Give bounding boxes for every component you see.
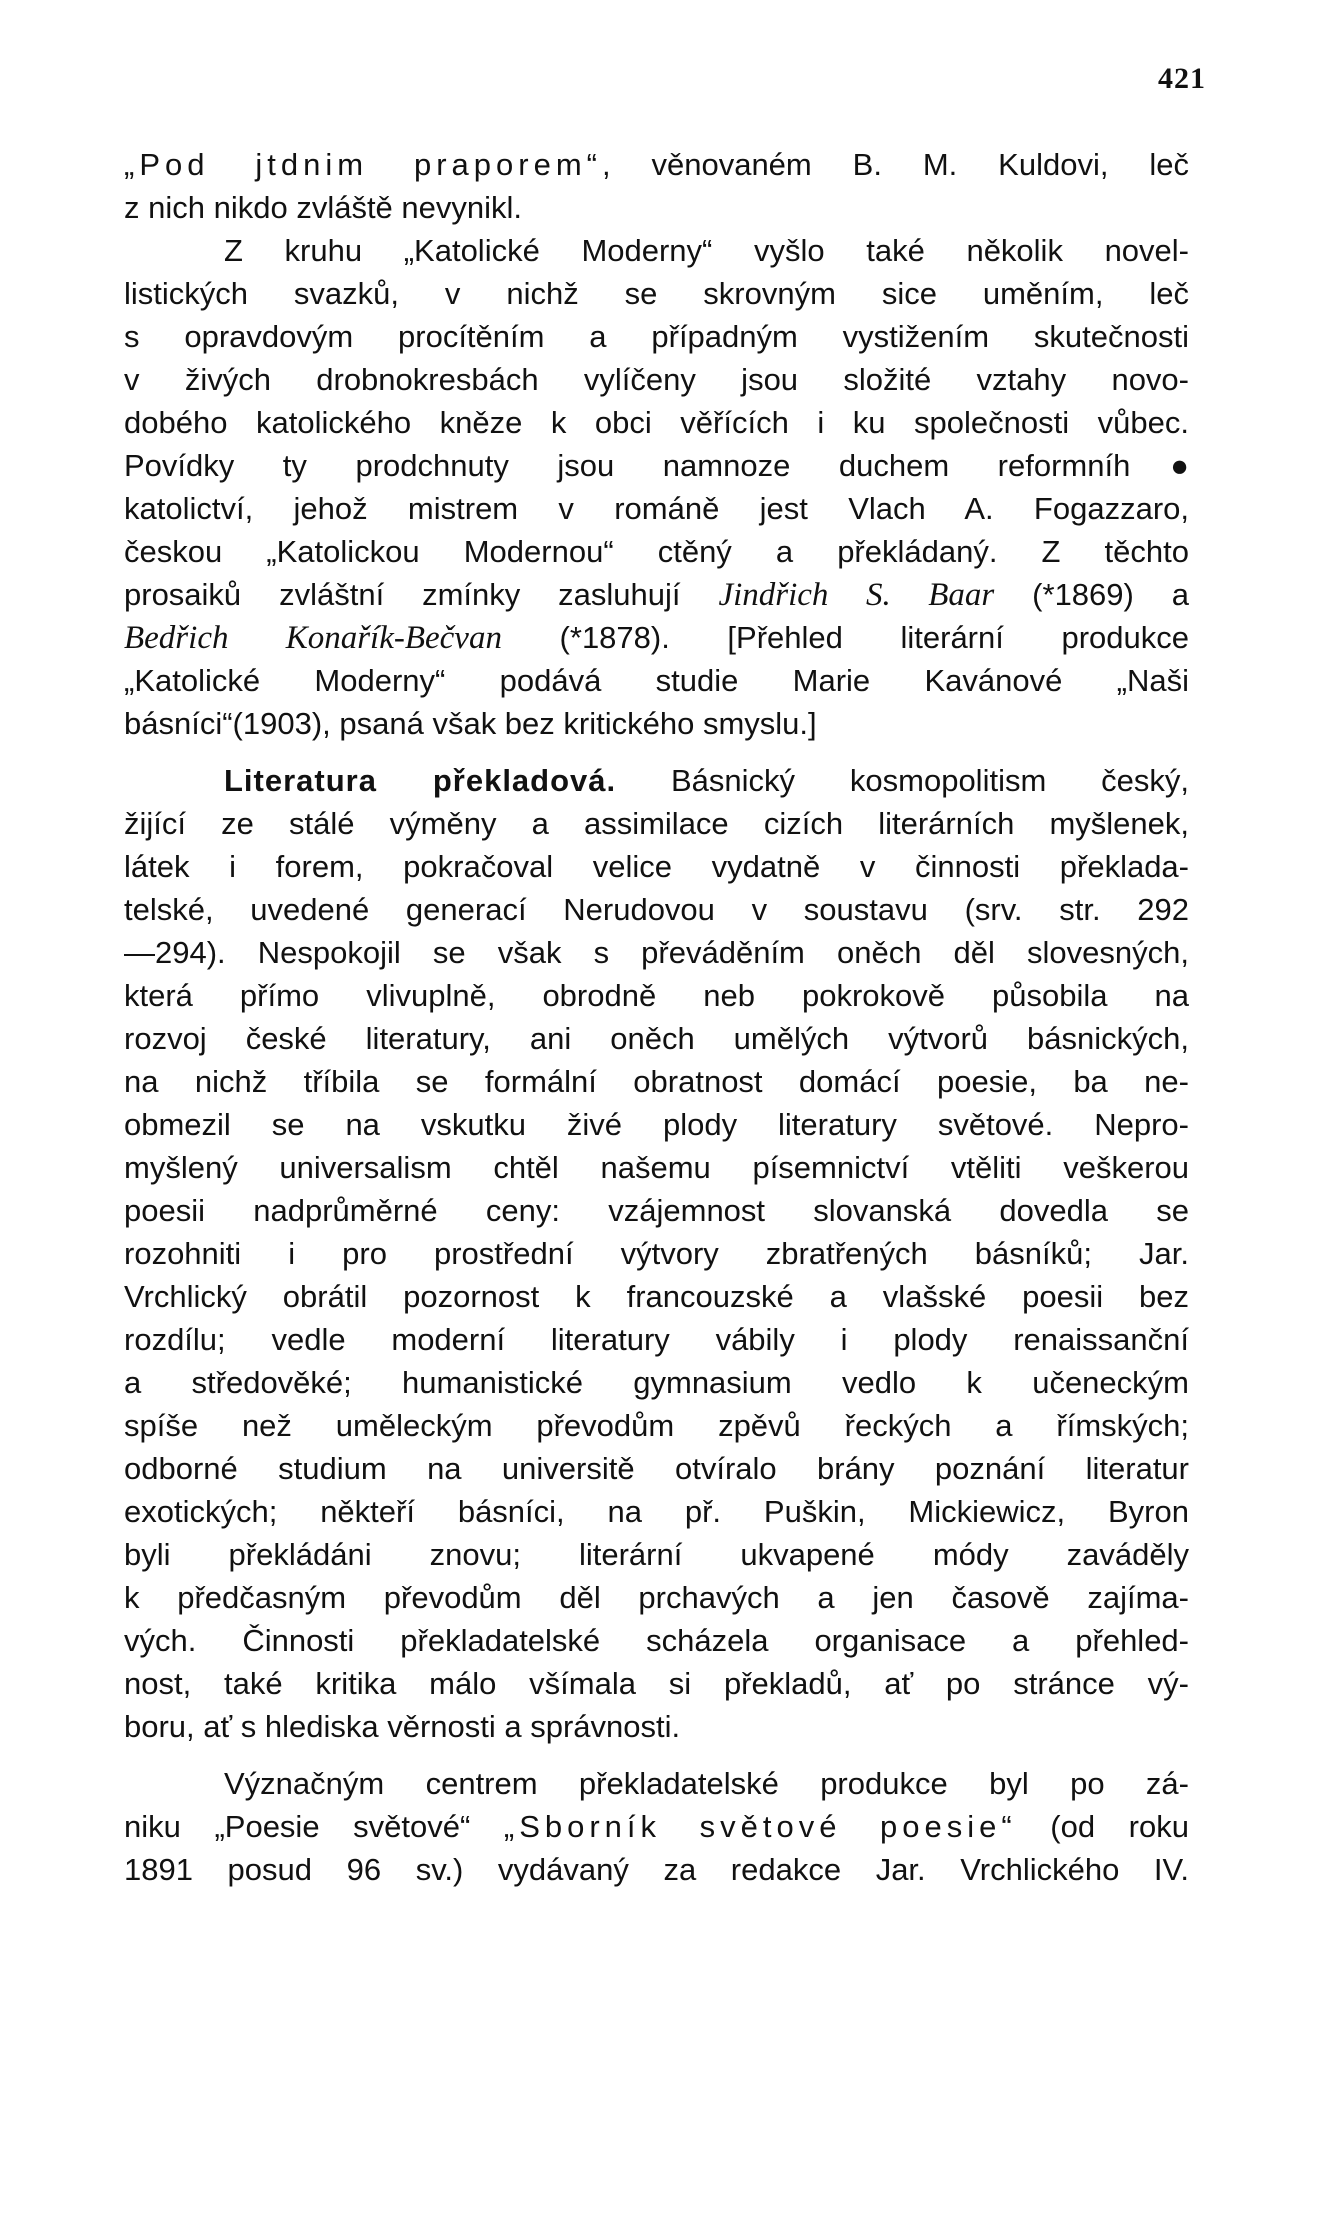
text-line: na nichž tříbila se formální obratnost domácí poesie, ba ne- [124,1064,1189,1099]
text-line: „Katolické Moderny“ podává studie Marie Kavánové „Naši [124,663,1189,698]
title-reference: „Pod jtdnim praporem“ [124,147,602,182]
text-line: obmezil se na vskutku živé plody literatury světové. Nepro- [124,1107,1189,1142]
title-reference: „Sborník světové poesie“ [503,1809,1017,1844]
text-line: v živých drobnokresbách vylíčeny jsou složité vztahy novo- [124,362,1189,397]
author-name: Bedřich Konařík-Bečvan [124,620,502,656]
text-line: spíše než uměleckým převodům zpěvů řeckých a římských; [124,1408,1189,1443]
text-line: exotických; někteří básníci, na př. Puškin, Mickiewicz, Byron [124,1494,1189,1529]
text-line: rozvoj české literatury, ani oněch umělých výtvorů básnických, [124,1021,1189,1056]
text-line: k předčasným převodům děl prchavých a jen časově zajíma- [124,1580,1189,1615]
text-line [124,573,1189,616]
text-line: z nich nikdo zvláště nevynikl. [124,190,523,225]
text-line: telské, uvedené generací Nerudovou v soustavu (srv. str. 292 [124,892,1189,927]
text-line: s opravdovým procítěním a případným vystižením skutečnosti [124,319,1189,354]
text-line [124,1805,1189,1848]
text-line: Z kruhu „Katolické Moderny“ vyšlo také několik novel- [224,233,1189,268]
text-line: Povídky ty prodchnuty jsou namnoze duchem reformníh● [124,448,1189,483]
text-line [124,143,1189,186]
text-fragment: niku „Poesie světové“ [124,1809,504,1844]
text-line: básníci“(1903), psaná však bez kritického smyslu.] [124,706,817,741]
section-heading: Literatura překladová. [224,763,617,798]
text-line: Význačným centrem překladatelské produkce byl po zá- [224,1766,1189,1801]
text-line: myšlený universalism chtěl našemu písemnictví vtěliti veškerou [124,1150,1189,1185]
text-line: 1891 posud 96 sv.) vydávaný za redakce Jar. Vrchlického IV. [124,1852,1189,1887]
author-name: Jindřich S. Baar [718,577,995,613]
text-fragment: , věnovaném B. M. Kuldovi, leč [601,147,1189,182]
text-fragment: (*1878). [Přehled literární produkce [501,620,1189,655]
text-line [124,759,1189,802]
text-fragment: (od roku [1016,1809,1189,1844]
page-number: 421 [1158,62,1206,95]
text-line: dobého katolického kněze k obci věřících i ku společnosti vůbec. [124,405,1189,440]
text-fragment: prosaiků zvláštní zmínky zasluhují [124,577,719,612]
text-line: rozdílu; vedle moderní literatury vábily i plody renaissanční [124,1322,1189,1357]
text-line: látek i forem, pokračoval velice vydatně v činnosti překlada- [124,849,1189,884]
text-fragment: Básnický kosmopolitism český, [616,763,1189,798]
text-line: která přímo vlivuplně, obrodně neb pokrokově působila na [124,978,1189,1013]
text-line: českou „Katolickou Modernou“ ctěný a překládaný. Z těchto [124,534,1189,569]
text-line: rozohniti i pro prostřední výtvory zbratřených básníků; Jar. [124,1236,1189,1271]
text-line: listických svazků, v nichž se skrovným sice uměním, leč [124,276,1189,311]
text-line: Vrchlický obrátil pozornost k francouzské a vlašské poesii bez [124,1279,1189,1314]
text-line: byli překládáni znovu; literární ukvapené módy zaváděly [124,1537,1189,1572]
text-line: katolictví, jehož mistrem v románě jest Vlach A. Fogazzaro, [124,491,1189,526]
text-line: žijící ze stálé výměny a assimilace cizích literárních myšlenek, [124,806,1189,841]
text-line: —294). Nespokojil se však s převáděním oněch děl slovesných, [124,935,1189,970]
text-line [124,616,1189,659]
text-line: a středověké; humanistické gymnasium vedlo k učeneckým [124,1365,1189,1400]
text-line: vých. Činnosti překladatelské scházela organisace a přehled- [124,1623,1189,1658]
text-line: boru, ať s hlediska věrnosti a správnosti. [124,1709,681,1744]
text-line: nost, také kritika málo všímala si překladů, ať po stránce vý- [124,1666,1189,1701]
body-text [124,143,1189,1891]
text-line: odborné studium na universitě otvíralo brány poznání literatur [124,1451,1189,1486]
text-fragment: (*1869) a [994,577,1189,612]
text-line: poesii nadprůměrné ceny: vzájemnost slovanská dovedla se [124,1193,1189,1228]
